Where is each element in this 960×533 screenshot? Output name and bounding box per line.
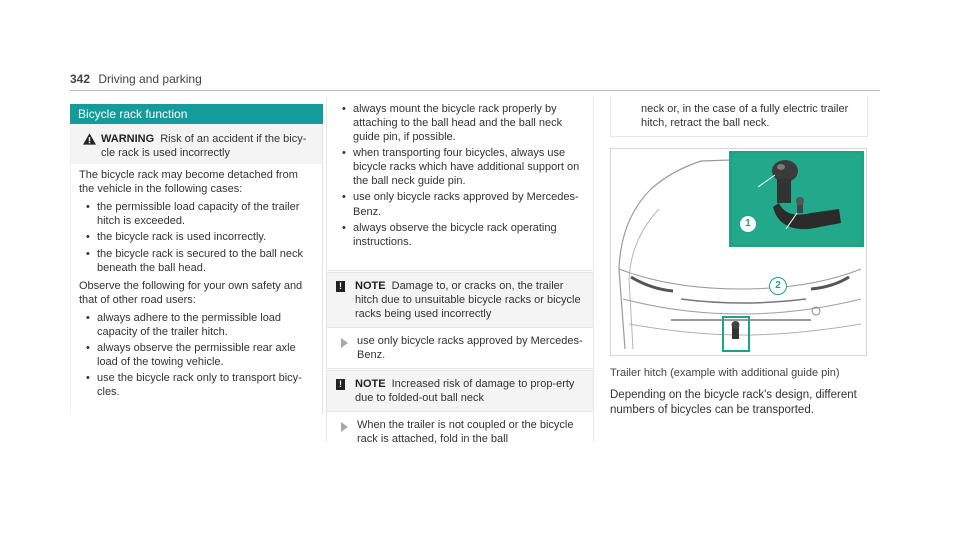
warning-panel bbox=[70, 124, 323, 414]
list-item: • use only bicycle racks approved by Mercedes-Benz. bbox=[341, 190, 583, 218]
callout-2: 2 bbox=[769, 277, 787, 295]
action-text: use only bicycle racks approved by Mercedes-Benz. bbox=[357, 335, 583, 362]
warning-continuation bbox=[326, 96, 594, 271]
action-step bbox=[327, 327, 593, 368]
note-panel-1 bbox=[326, 272, 594, 369]
note-header bbox=[327, 371, 593, 411]
list-item: • use the bicycle rack only to transport bicy-cles. bbox=[85, 371, 314, 399]
figure-caption: Trailer hitch (example with additional guide pin) bbox=[610, 367, 840, 379]
arrow-right-icon bbox=[341, 338, 348, 348]
list-item: • always mount the bicycle rack properly by attaching to the ball head and the ball neck guide pin, if possible. bbox=[341, 102, 583, 144]
page-header bbox=[70, 72, 202, 87]
list-item: • the permissible load capacity of the trailer hitch is exceeded. bbox=[85, 200, 314, 228]
list-item: • when transporting four bicycles, always use bicycle racks which have additional support on the ball neck guide pin. bbox=[341, 146, 583, 188]
arrow-right-icon bbox=[341, 422, 348, 432]
body-paragraph: Depending on the bicycle rack's design, different numbers of bicycles can be transported. bbox=[610, 389, 857, 416]
continuation-text: neck or, in the case of a fully electric trailer hitch, retract the ball neck. bbox=[641, 103, 849, 130]
note-panel-2 bbox=[326, 370, 594, 446]
list-item: • always observe the permissible rear axle load of the towing vehicle. bbox=[85, 341, 314, 369]
note-text: Increased risk of damage to prop-erty due to folded-out ball neck bbox=[355, 378, 575, 405]
list-item: • the bicycle rack is used incorrectly. bbox=[85, 230, 314, 244]
warning-header bbox=[71, 124, 322, 164]
warning-cases-list bbox=[79, 200, 314, 274]
note-text: Damage to, or cracks on, the trailer hitch due to unsuitable bicycle racks or bicycle racks being used incorrectly bbox=[355, 280, 581, 321]
warning-text: Risk of an accident if the bicy-cle rack is used incorrectly bbox=[101, 133, 307, 160]
note-label: NOTE bbox=[355, 378, 386, 390]
warning-icon bbox=[83, 133, 96, 145]
callout-1: 1 bbox=[739, 215, 757, 233]
note-icon: ! bbox=[336, 379, 345, 390]
note-text-block bbox=[335, 279, 585, 321]
header-divider bbox=[70, 90, 880, 91]
action-text: When the trailer is not coupled or the bicycle rack is attached, fold in the ball bbox=[357, 419, 574, 446]
warning-row bbox=[79, 132, 314, 160]
column-3 bbox=[610, 96, 868, 416]
column-2 bbox=[326, 96, 594, 446]
warning-label: WARNING bbox=[101, 133, 155, 145]
warning-intro: The bicycle rack may become detached from the vehicle in the following cases: bbox=[79, 169, 298, 196]
car-rear-illustration bbox=[611, 149, 866, 355]
note-text-block bbox=[335, 377, 585, 405]
column-1 bbox=[70, 104, 323, 414]
list-item: • the bicycle rack is secured to the ball neck beneath the ball head. bbox=[85, 247, 314, 275]
note-label: NOTE bbox=[355, 280, 386, 292]
chapter-title: Driving and parking bbox=[98, 72, 202, 86]
action-step bbox=[327, 411, 593, 452]
note-continuation bbox=[610, 96, 868, 137]
list-item: • always adhere to the permissible load capacity of the trailer hitch. bbox=[85, 311, 314, 339]
list-item: • always observe the bicycle rack operating instructions. bbox=[341, 221, 583, 249]
note-icon: ! bbox=[336, 281, 345, 292]
warning-body bbox=[71, 164, 322, 399]
observe-list-continued bbox=[341, 102, 583, 249]
observe-list bbox=[79, 311, 314, 399]
observe-intro: Observe the following for your own safety and that of other road users: bbox=[79, 279, 303, 306]
note-header bbox=[327, 273, 593, 327]
trailer-hitch-figure bbox=[610, 148, 867, 356]
section-title: Bicycle rack function bbox=[70, 104, 323, 124]
page-number: 342 bbox=[70, 72, 91, 86]
